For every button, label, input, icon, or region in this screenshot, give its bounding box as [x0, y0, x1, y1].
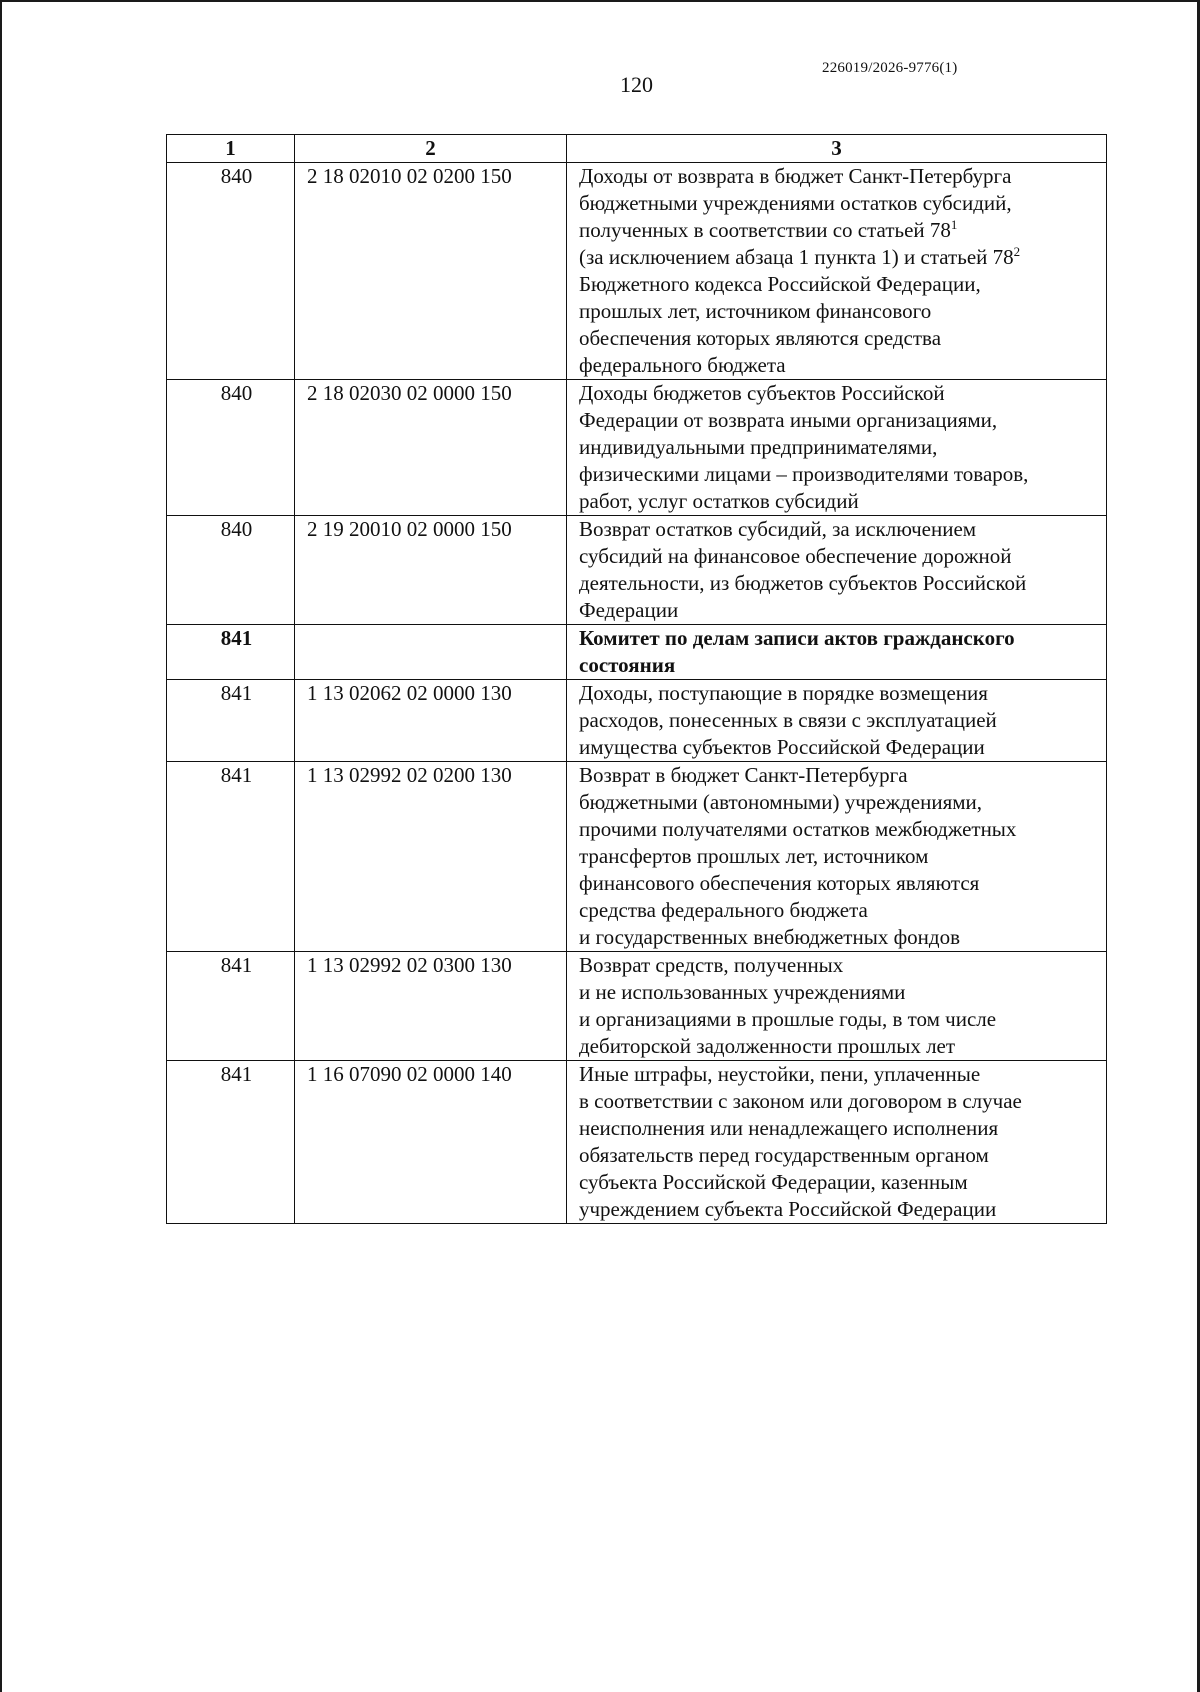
document-code: 226019/2026-9776(1) — [822, 60, 958, 76]
description-line: бюджетными (автономными) учреждениями, — [579, 790, 983, 814]
scan-border-top — [0, 0, 1200, 2]
description-line: имущества субъектов Российской Федерации — [579, 735, 985, 759]
admin-code-cell: 840 — [167, 516, 295, 625]
table-header-row — [167, 135, 1107, 163]
table-row — [167, 952, 1107, 1061]
budget-code-cell: 2 19 20010 02 0000 150 — [295, 516, 567, 625]
description-line: в соответствии с законом или договором в случае — [579, 1089, 1022, 1113]
description-line: учреждением субъекта Российской Федерации — [579, 1197, 997, 1221]
description-line: работ, услуг остатков субсидий — [579, 489, 859, 513]
section-header-row — [167, 625, 1107, 680]
admin-code-cell: 841 — [167, 762, 295, 952]
description-line: Бюджетного кодекса Российской Федерации, — [579, 272, 981, 296]
budget-code-cell: 2 18 02010 02 0200 150 — [295, 163, 567, 380]
description-line: прошлых лет, источником финансового — [579, 299, 932, 323]
table-row — [167, 516, 1107, 625]
column-header-1: 1 — [167, 135, 295, 163]
description-line: и государственных внебюджетных фондов — [579, 925, 961, 949]
description-line — [579, 244, 1106, 271]
description-cell — [567, 163, 1107, 380]
description-cell — [567, 1061, 1107, 1224]
admin-code-cell: 840 — [167, 163, 295, 380]
description-line-text: полученных в соответствии со статьей 78 — [579, 218, 951, 242]
description-line: трансфертов прошлых лет, источником — [579, 844, 929, 868]
table-row — [167, 680, 1107, 762]
description-line-text: (за исключением абзаца 1 пункта 1) и статьей 78 — [579, 245, 1014, 269]
description-line: физическими лицами – производителями товаров, — [579, 462, 1029, 486]
budget-code-cell: 1 16 07090 02 0000 140 — [295, 1061, 567, 1224]
page-number: 120 — [620, 72, 653, 97]
table-row — [167, 762, 1107, 952]
description-line: Возврат остатков субсидий, за исключением — [579, 517, 977, 541]
table-row — [167, 1061, 1107, 1224]
superscript-2: 2 — [1013, 244, 1021, 259]
table-row — [167, 380, 1107, 516]
budget-code-cell — [295, 625, 567, 680]
description-cell — [567, 952, 1107, 1061]
description-line: Иные штрафы, неустойки, пени, уплаченные — [579, 1062, 981, 1086]
superscript-1: 1 — [950, 217, 958, 232]
description-line: состояния — [579, 653, 676, 677]
budget-code-cell: 2 18 02030 02 0000 150 — [295, 380, 567, 516]
admin-code-cell: 841 — [167, 1061, 295, 1224]
description-line: обеспечения которых являются средства — [579, 326, 942, 350]
description-line: обязательств перед государственным органом — [579, 1143, 989, 1167]
admin-code-cell: 840 — [167, 380, 295, 516]
description-line: финансового обеспечения которых являются — [579, 871, 980, 895]
description-line: Федерации — [579, 598, 679, 622]
description-line: Доходы бюджетов субъектов Российской — [579, 381, 945, 405]
admin-code-cell: 841 — [167, 952, 295, 1061]
description-line: и организациями в прошлые годы, в том числе — [579, 1007, 997, 1031]
description-cell — [567, 516, 1107, 625]
description-line: Доходы, поступающие в порядке возмещения — [579, 681, 988, 705]
description-line — [579, 217, 1106, 244]
description-line: Возврат средств, полученных — [579, 953, 844, 977]
admin-code-cell: 841 — [167, 625, 295, 680]
description-cell — [567, 762, 1107, 952]
description-line: средства федерального бюджета — [579, 898, 868, 922]
budget-code-cell: 1 13 02062 02 0000 130 — [295, 680, 567, 762]
description-line: бюджетными учреждениями остатков субсидий, — [579, 191, 1012, 215]
description-line: неисполнения или ненадлежащего исполнения — [579, 1116, 999, 1140]
description-line: федерального бюджета — [579, 353, 786, 377]
description-line: расходов, понесенных в связи с эксплуатацией — [579, 708, 997, 732]
description-line: деятельности, из бюджетов субъектов Российской — [579, 571, 1027, 595]
description-line: Доходы от возврата в бюджет Санкт-Петербурга — [579, 164, 1012, 188]
description-line: прочими получателями остатков межбюджетных — [579, 817, 1017, 841]
description-line: индивидуальными предпринимателями, — [579, 435, 938, 459]
description-cell — [567, 625, 1107, 680]
description-line: дебиторской задолженности прошлых лет — [579, 1034, 956, 1058]
description-line: Комитет по делам записи актов гражданского — [579, 626, 1015, 650]
description-line: субсидий на финансовое обеспечение дорожной — [579, 544, 1012, 568]
admin-code-cell: 841 — [167, 680, 295, 762]
budget-code-cell: 1 13 02992 02 0300 130 — [295, 952, 567, 1061]
column-header-3: 3 — [567, 135, 1107, 163]
description-line: Федерации от возврата иными организациями, — [579, 408, 998, 432]
description-line: субъекта Российской Федерации, казенным — [579, 1170, 968, 1194]
description-line: и не использованных учреждениями — [579, 980, 906, 1004]
scan-border-left — [0, 0, 2, 1692]
description-cell — [567, 680, 1107, 762]
table-row — [167, 163, 1107, 380]
description-line: Возврат в бюджет Санкт-Петербурга — [579, 763, 908, 787]
column-header-2: 2 — [295, 135, 567, 163]
revenue-codes-table — [166, 134, 1107, 1224]
budget-code-cell: 1 13 02992 02 0200 130 — [295, 762, 567, 952]
description-cell — [567, 380, 1107, 516]
